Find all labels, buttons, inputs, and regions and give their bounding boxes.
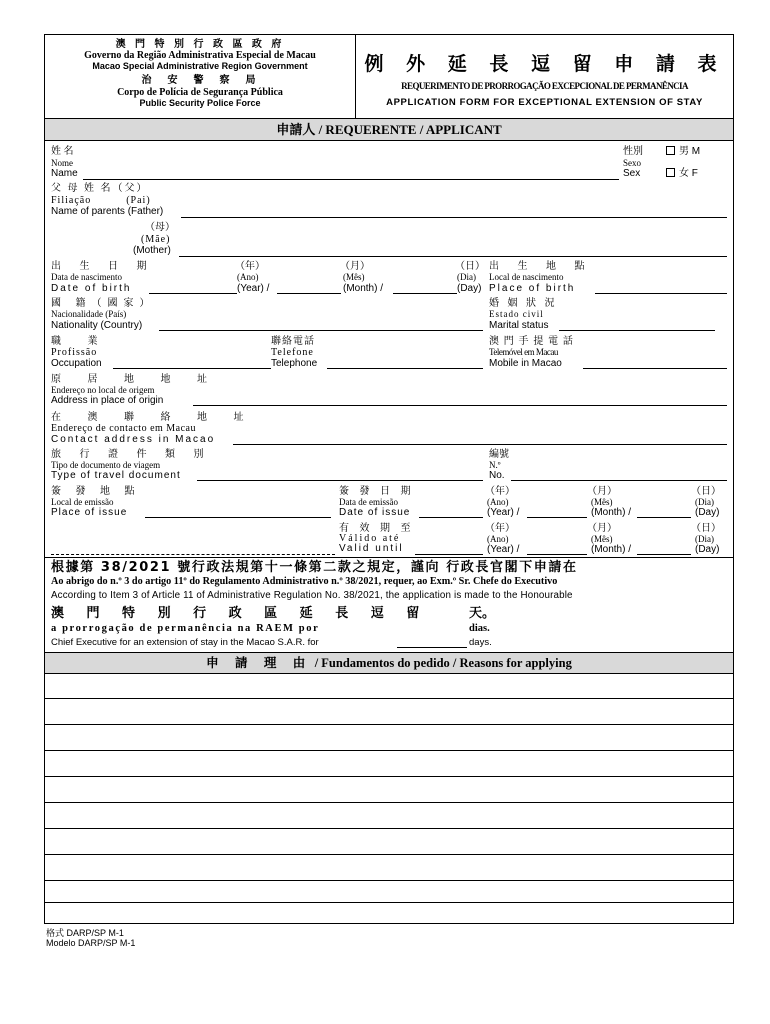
declaration-en-days: days.: [469, 637, 492, 648]
valid-month-cn: （月）: [587, 523, 617, 534]
dept-name-cn: 治 安 警 察 局: [141, 75, 259, 86]
dob-month-pt: (Mês): [343, 272, 365, 282]
mobile-label-cn: 澳 門 手 提 電 話: [489, 336, 574, 347]
pob-label-en: Place of birth: [489, 283, 576, 294]
marital-label-en: Marital status: [489, 320, 549, 331]
issue-year-en: (Year) /: [487, 507, 520, 518]
telephone-label-cn: 聯絡電話: [271, 336, 315, 347]
nationality-label-cn: 國 籍（國家）: [51, 298, 156, 309]
valid-month-pt: (Mês): [591, 534, 613, 544]
footer-form-code-cn: 格式 DARP/SP M-1: [46, 928, 124, 938]
doc-number-label-cn: 編號: [489, 449, 509, 460]
reason-line[interactable]: [45, 854, 733, 855]
sex-label-en: Sex: [623, 168, 641, 179]
dob-day-en: (Day): [457, 283, 482, 294]
sex-male-label: 男 M: [679, 146, 701, 157]
extension-days-input-line[interactable]: [397, 647, 467, 648]
form-title-cn: 例 外 延 長 逗 留 申 請 表: [364, 53, 725, 75]
parents-label-cn: 父 母 姓 名（父）: [51, 183, 149, 194]
checkbox-icon: [666, 146, 675, 155]
origin-address-label-pt: Endereço no local de origem: [51, 385, 155, 395]
issue-year-cn: （年）: [485, 486, 515, 497]
nationality-label-pt: Nacionalidade (País): [51, 309, 127, 319]
issue-year-line[interactable]: [527, 517, 587, 518]
valid-year-en: (Year) /: [487, 544, 520, 555]
valid-year-pt: (Ano): [487, 534, 509, 544]
date-of-issue-label-cn: 簽 發 日 期: [339, 486, 415, 497]
place-of-issue-label-cn: 簽 發 地 點: [51, 486, 141, 497]
place-of-issue-label-en: Place of issue: [51, 507, 128, 518]
father-input-line[interactable]: [181, 217, 727, 218]
mother-label-en: (Mother): [133, 245, 171, 256]
dob-label-en: Date of birth: [51, 283, 132, 294]
telephone-label-pt: Telefone: [271, 347, 314, 358]
reason-line[interactable]: [45, 750, 733, 751]
telephone-input-line[interactable]: [327, 368, 483, 369]
reason-line[interactable]: [45, 802, 733, 803]
issue-month-pt: (Mês): [591, 497, 613, 507]
mother-input-line[interactable]: [179, 256, 727, 257]
mother-label-cn: （母）: [145, 222, 175, 233]
issue-day-pt: (Dia): [695, 497, 714, 507]
form-title-en: APPLICATION FORM FOR EXCEPTIONAL EXTENSION OF STAY: [386, 97, 703, 108]
parents-label-en: Name of parents (Father): [51, 206, 164, 217]
mobile-label-en: Mobile in Macao: [489, 358, 562, 369]
org-name-cn: 澳 門 特 別 行 政 區 政 府: [115, 39, 285, 50]
declaration-cn-line2: 澳 門 特 別 行 政 區 延 長 逗 留: [51, 606, 429, 621]
sex-female-label: 女 F: [679, 168, 698, 179]
travel-doc-label-en: Type of travel document: [51, 470, 181, 481]
name-input-line[interactable]: [83, 179, 619, 180]
name-label-cn: 姓 名: [51, 146, 74, 157]
sex-female-checkbox[interactable]: [666, 168, 698, 179]
reasons-title-cn: 申 請 理 由: [206, 655, 312, 670]
declaration-pt-line2: a prorrogação de permanência na RAEM por: [51, 623, 320, 634]
contact-address-label-pt: Endereço de contacto em Macau: [51, 423, 196, 434]
applicant-section-header: 申請人 / REQUERENTE / APPLICANT: [45, 118, 733, 141]
dob-year-cn: （年）: [235, 261, 265, 272]
reason-line[interactable]: [45, 724, 733, 725]
origin-address-input-line[interactable]: [193, 405, 727, 406]
valid-until-left-line[interactable]: [51, 554, 335, 555]
pob-label-cn: 出 生 地 點: [489, 261, 593, 272]
date-of-issue-label-pt: Data de emissão: [339, 497, 398, 507]
date-of-issue-label-en: Date of issue: [339, 507, 411, 518]
name-label-en: Name: [51, 168, 78, 179]
occupation-label-en: Occupation: [51, 358, 102, 369]
dob-label-cn: 出 生 日 期: [51, 261, 155, 272]
travel-doc-label-cn: 旅 行 證 件 類 別: [51, 449, 212, 460]
valid-year-line[interactable]: [527, 554, 587, 555]
marital-input-line[interactable]: [559, 330, 715, 331]
reasons-section-header: [45, 652, 733, 674]
dob-label-pt: Data de nascimento: [51, 272, 122, 282]
mobile-label-pt: Telemóvel em Macau: [489, 347, 558, 357]
travel-doc-input-line[interactable]: [197, 480, 483, 481]
sex-label-cn: 性別: [623, 146, 643, 157]
valid-year-cn: （年）: [485, 523, 515, 534]
valid-until-label-pt: Válido até: [339, 533, 401, 544]
doc-number-label-en: No.: [489, 470, 505, 481]
declaration-en-line1: According to Item 3 of Article 11 of Administrative Regulation No. 38/2021, the application is made to the Honourable: [51, 590, 573, 601]
valid-day-pt: (Dia): [695, 534, 714, 544]
dob-year-en: (Year) /: [237, 283, 270, 294]
nationality-label-en: Nationality (Country): [51, 320, 143, 331]
place-of-issue-label-pt: Local de emissão: [51, 497, 114, 507]
dob-month-cn: （月）: [340, 261, 370, 272]
valid-day-cn: （日）: [691, 523, 721, 534]
doc-number-label-pt: N.º: [489, 460, 501, 470]
declaration-cn-days: 天。: [469, 606, 496, 621]
form-title-pt: REQUERIMENTO DE PRORROGAÇÃO EXCEPCIONAL DE PERMANÊNCIA: [401, 81, 688, 91]
declaration-pt-line1: Ao abrigo do n.º 3 do artigo 11º do Regulamento Administrativo n.º 38/2021, requer, ao Exm.º Sr. Chefe do Executivo: [51, 576, 558, 587]
dob-day-line[interactable]: [393, 293, 457, 294]
mobile-input-line[interactable]: [583, 368, 727, 369]
marital-label-pt: Estado civil: [489, 309, 544, 319]
dob-day-cn: （日）: [455, 261, 485, 272]
org-name-en: Macao Special Administrative Region Government: [92, 61, 308, 71]
occupation-label-cn: 職 業: [51, 336, 110, 347]
reason-line[interactable]: [45, 880, 733, 881]
issue-month-cn: （月）: [587, 486, 617, 497]
dept-name-en: Public Security Police Force: [139, 98, 261, 108]
contact-address-label-en: Contact address in Macao: [51, 434, 216, 445]
pob-input-line[interactable]: [595, 293, 727, 294]
valid-day-en: (Day): [695, 544, 720, 555]
issue-month-en: (Month) /: [591, 507, 632, 518]
dob-day-pt: (Dia): [457, 272, 476, 282]
declaration-cn-line1: 根據第 38/2021 號行政法規第十一條第二款之規定，謹向 行政長官閣下申請在: [51, 560, 578, 575]
origin-address-label-en: Address in place of origin: [51, 395, 164, 406]
travel-doc-label-pt: Tipo de documento de viagem: [51, 460, 161, 470]
mother-label-pt: (Mãe): [141, 234, 171, 245]
dob-year-pt: (Ano): [237, 272, 259, 282]
occupation-input-line[interactable]: [113, 368, 271, 369]
application-form: [44, 34, 734, 924]
checkbox-icon: [666, 168, 675, 177]
declaration-en-line2: Chief Executive for an extension of stay in the Macao S.A.R. for: [51, 637, 319, 648]
nationality-input-line[interactable]: [159, 330, 483, 331]
sex-label-pt: Sexo: [623, 158, 641, 168]
issue-year-pt: (Ano): [487, 497, 509, 507]
org-name-pt: Governo da Região Administrativa Especial de Macau: [84, 50, 316, 61]
valid-month-en: (Month) /: [591, 544, 632, 555]
declaration-pt-days: dias.: [469, 623, 490, 634]
valid-month-line[interactable]: [637, 554, 691, 555]
reason-line[interactable]: [45, 698, 733, 699]
reason-line[interactable]: [45, 828, 733, 829]
origin-address-label-cn: 原 居 地 地 址: [51, 374, 219, 385]
occupation-label-pt: Profissão: [51, 347, 98, 358]
dob-year-line[interactable]: [149, 293, 237, 294]
header-right: [356, 35, 733, 118]
valid-until-label-en: Valid until: [339, 543, 404, 554]
reasons-title-rest: / Fundamentos do pedido / Reasons for applying: [314, 656, 572, 670]
sex-male-checkbox[interactable]: [666, 146, 700, 157]
footer-form-code-pt: Modelo DARP/SP M-1: [46, 938, 136, 948]
issue-month-line[interactable]: [637, 517, 691, 518]
issue-day-cn: （日）: [691, 486, 721, 497]
marital-label-cn: 婚 姻 狀 況: [489, 298, 558, 309]
valid-until-input-line[interactable]: [415, 554, 483, 555]
reason-line[interactable]: [45, 776, 733, 777]
telephone-label-en: Telephone: [271, 358, 318, 369]
reason-line[interactable]: [45, 902, 733, 903]
dob-month-en: (Month) /: [343, 283, 384, 294]
doc-number-input-line[interactable]: [511, 480, 727, 481]
issue-day-en: (Day): [695, 507, 720, 518]
dob-month-line[interactable]: [277, 293, 341, 294]
section-divider: [45, 557, 733, 558]
valid-until-label-cn: 有 效 期 至: [339, 523, 415, 534]
parents-label-pt: Filiação (Pai): [51, 195, 151, 206]
contact-address-label-cn: 在 澳 聯 絡 地 址: [51, 412, 256, 423]
issue-date-input-line[interactable]: [419, 517, 483, 518]
place-of-issue-input-line[interactable]: [145, 517, 331, 518]
contact-address-input-line[interactable]: [233, 444, 727, 445]
pob-label-pt: Local de nascimento: [489, 272, 564, 282]
dept-name-pt: Corpo de Polícia de Segurança Pública: [117, 87, 283, 98]
header-left: [45, 35, 356, 118]
name-label-pt: Nome: [51, 158, 73, 168]
